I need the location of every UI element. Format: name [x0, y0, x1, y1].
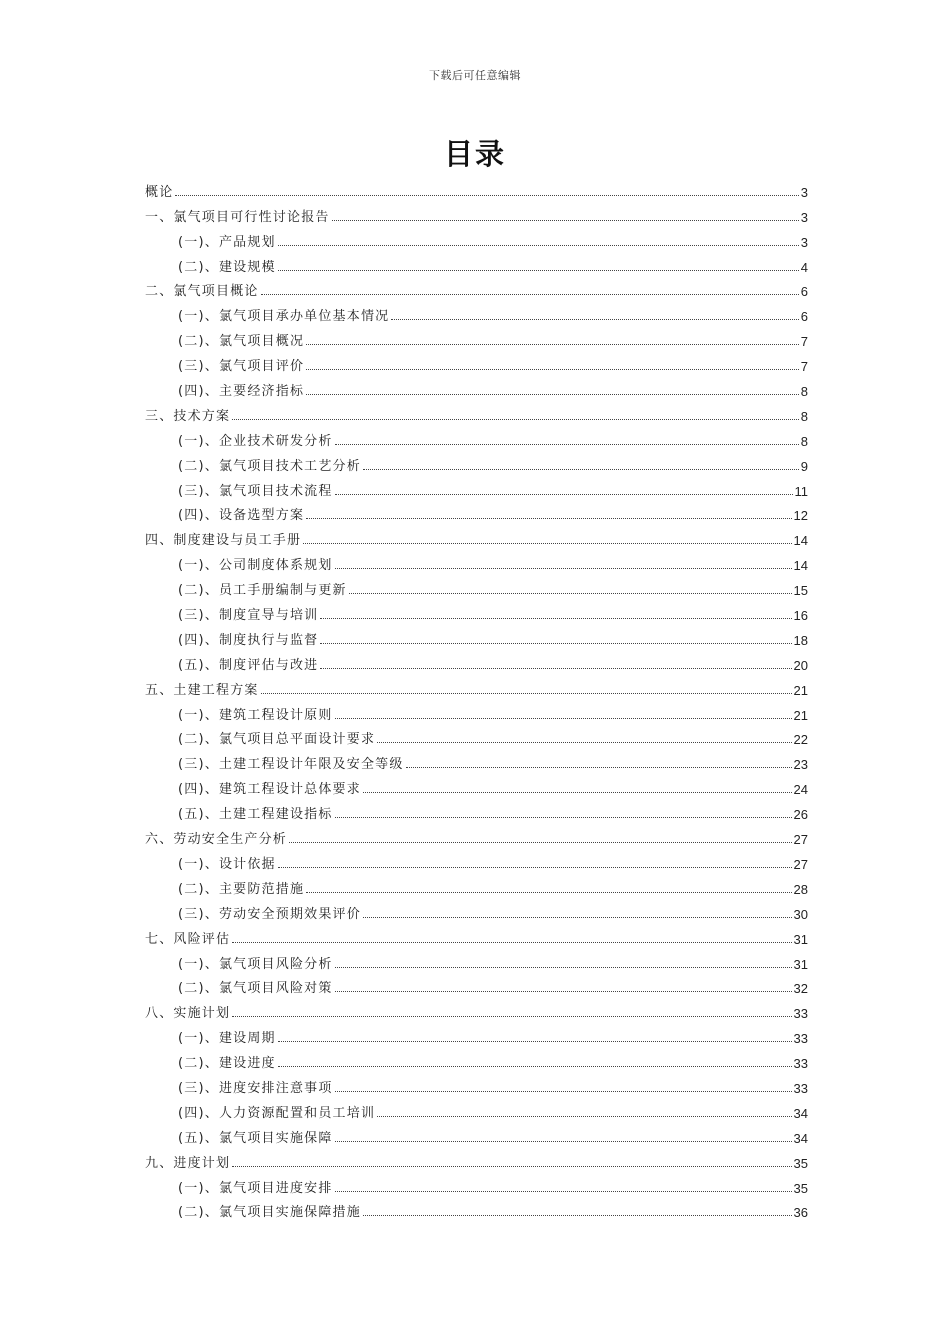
toc-entry[interactable] — [145, 275, 808, 300]
toc-entry-text: (一)、建设周期 — [178, 1031, 276, 1047]
toc-entry[interactable] — [145, 1096, 808, 1121]
toc-entry-text: (三)、制度宣导与培训 — [178, 608, 319, 624]
toc-entry-text: (四)、设备选型方案 — [178, 508, 305, 524]
toc-entry-page: 8 — [800, 384, 808, 400]
toc-entry-page: 20 — [793, 657, 808, 673]
toc-dot-leader — [335, 567, 792, 569]
toc-dot-leader — [391, 318, 798, 320]
toc-entry-text: (一)、氯气项目风险分析 — [178, 956, 333, 972]
toc-entry-page: 3 — [800, 209, 808, 225]
toc-entry-text: (二)、员工手册编制与更新 — [178, 583, 347, 599]
toc-entry[interactable] — [145, 250, 808, 275]
toc-entry-page: 33 — [793, 1080, 808, 1096]
toc-entry-text: (一)、建筑工程设计原则 — [178, 707, 333, 723]
toc-dot-leader — [363, 916, 792, 918]
toc-dot-leader — [363, 468, 799, 470]
toc-entry-page: 23 — [793, 757, 808, 773]
toc-entry[interactable] — [145, 772, 808, 797]
toc-entry-text: (三)、氯气项目评价 — [178, 359, 305, 375]
toc-entry-page: 14 — [793, 558, 808, 574]
toc-entry[interactable] — [145, 1071, 808, 1096]
toc-entry-text: 四、制度建设与员工手册 — [145, 533, 302, 549]
toc-entry[interactable] — [145, 972, 808, 997]
toc-entry-page: 4 — [800, 259, 808, 275]
toc-entry-text: (三)、土建工程设计年限及安全等级 — [178, 757, 404, 773]
toc-entry-page: 22 — [793, 732, 808, 748]
toc-entry[interactable] — [145, 598, 808, 623]
toc-dot-leader — [232, 418, 799, 420]
toc-dot-leader — [332, 219, 799, 221]
toc-entry[interactable] — [145, 1171, 808, 1196]
toc-entry[interactable] — [145, 349, 808, 374]
toc-dot-leader — [335, 966, 792, 968]
toc-entry-text: (一)、氯气项目承办单位基本情况 — [178, 309, 390, 325]
toc-entry-text: (二)、氯气项目总平面设计要求 — [178, 732, 376, 748]
toc-entry-text: (四)、人力资源配置和员工培训 — [178, 1105, 376, 1121]
toc-dot-leader — [261, 692, 792, 694]
toc-dot-leader — [232, 941, 791, 943]
toc-dot-leader — [278, 269, 799, 271]
toc-dot-leader — [377, 741, 791, 743]
toc-entry[interactable] — [145, 648, 808, 673]
toc-entry-text: (五)、制度评估与改进 — [178, 657, 319, 673]
toc-dot-leader — [232, 1165, 791, 1167]
toc-entry-page: 3 — [800, 184, 808, 200]
toc-entry-text: 一、氯气项目可行性讨论报告 — [145, 209, 330, 225]
toc-entry-text: (四)、建筑工程设计总体要求 — [178, 782, 361, 798]
toc-dot-leader — [320, 642, 791, 644]
toc-entry-text: (二)、建设规模 — [178, 259, 276, 275]
toc-entry-page: 24 — [793, 782, 808, 798]
toc-entry[interactable] — [145, 872, 808, 897]
toc-entry-text: 八、实施计划 — [145, 1006, 231, 1022]
toc-entry[interactable] — [145, 573, 808, 598]
toc-entry[interactable] — [145, 698, 808, 723]
toc-dot-leader — [335, 816, 792, 818]
toc-entry-page: 11 — [794, 483, 808, 499]
toc-entry-text: (一)、氯气项目进度安排 — [178, 1180, 333, 1196]
toc-dot-leader — [335, 1190, 792, 1192]
toc-entry-text: (一)、公司制度体系规划 — [178, 558, 333, 574]
toc-dot-leader — [335, 717, 792, 719]
toc-entry[interactable] — [145, 673, 808, 698]
toc-entry-page: 27 — [793, 832, 808, 848]
toc-entry-text: (一)、企业技术研发分析 — [178, 433, 333, 449]
toc-entry-page: 6 — [800, 309, 808, 325]
toc-entry-page: 8 — [800, 433, 808, 449]
toc-entry-page: 33 — [793, 1006, 808, 1022]
toc-entry[interactable] — [145, 324, 808, 349]
toc-entry-page: 21 — [793, 707, 808, 723]
toc-entry-page: 7 — [800, 334, 808, 350]
toc-entry-page: 31 — [793, 931, 808, 947]
toc-entry[interactable] — [145, 175, 808, 200]
toc-entry-text: 九、进度计划 — [145, 1155, 231, 1171]
toc-entry-page: 6 — [800, 284, 808, 300]
toc-entry[interactable] — [145, 449, 808, 474]
toc-dot-leader — [278, 1065, 792, 1067]
toc-entry-page: 31 — [793, 956, 808, 972]
toc-entry-text: (一)、产品规划 — [178, 234, 276, 250]
toc-entry-text: 概论 — [145, 184, 174, 200]
toc-entry-text: (四)、制度执行与监督 — [178, 632, 319, 648]
toc-entry[interactable] — [145, 548, 808, 573]
toc-dot-leader — [303, 542, 791, 544]
toc-entry-page: 3 — [800, 234, 808, 250]
toc-dot-leader — [335, 1140, 792, 1142]
toc-entry-page: 26 — [793, 807, 808, 823]
toc-dot-leader — [306, 891, 791, 893]
toc-entry-page: 35 — [793, 1180, 808, 1196]
toc-dot-leader — [289, 841, 792, 843]
toc-entry[interactable] — [145, 847, 808, 872]
toc-entry[interactable] — [145, 1021, 808, 1046]
toc-entry[interactable] — [145, 299, 808, 324]
toc-entry[interactable] — [145, 424, 808, 449]
toc-entry-text: (四)、主要经济指标 — [178, 384, 305, 400]
toc-entry-page: 32 — [793, 981, 808, 997]
toc-dot-leader — [278, 1040, 792, 1042]
toc-entry-text: (五)、土建工程建设指标 — [178, 807, 333, 823]
toc-entry-page: 18 — [793, 632, 808, 648]
toc-entry-text: (二)、氯气项目技术工艺分析 — [178, 458, 361, 474]
toc-entry-page: 27 — [793, 856, 808, 872]
toc-entry-page: 7 — [800, 359, 808, 375]
toc-entry[interactable] — [145, 399, 808, 424]
toc-dot-leader — [406, 766, 792, 768]
toc-entry-page: 16 — [793, 608, 808, 624]
toc-entry[interactable] — [145, 200, 808, 225]
toc-dot-leader — [335, 493, 793, 495]
toc-dot-leader — [335, 1090, 792, 1092]
toc-dot-leader — [306, 343, 799, 345]
toc-entry-text: (二)、氯气项目概况 — [178, 334, 305, 350]
toc-entry-text: (二)、氯气项目风险对策 — [178, 981, 333, 997]
toc-dot-leader — [363, 1214, 792, 1216]
toc-entry-page: 8 — [800, 408, 808, 424]
toc-entry[interactable] — [145, 523, 808, 548]
toc-entry-text: (一)、设计依据 — [178, 856, 276, 872]
toc-entry-text: (三)、劳动安全预期效果评价 — [178, 906, 361, 922]
toc-entry[interactable] — [145, 922, 808, 947]
toc-entry-page: 33 — [793, 1031, 808, 1047]
toc-entry-text: 五、土建工程方案 — [145, 682, 259, 698]
toc-entry-text: (二)、氯气项目实施保障措施 — [178, 1205, 361, 1221]
header-note: 下载后可任意编辑 — [429, 69, 521, 82]
toc-entry-page: 34 — [793, 1105, 808, 1121]
toc-dot-leader — [232, 1015, 791, 1017]
toc-entry[interactable] — [145, 996, 808, 1021]
toc-dot-leader — [261, 293, 799, 295]
toc-dot-leader — [278, 866, 792, 868]
toc-entry[interactable] — [145, 1121, 808, 1146]
toc-entry[interactable] — [145, 822, 808, 847]
toc-dot-leader — [335, 443, 799, 445]
toc-dot-leader — [306, 393, 799, 395]
toc-entry[interactable] — [145, 225, 808, 250]
toc-entry-page: 34 — [793, 1130, 808, 1146]
toc-entry-text: 七、风险评估 — [145, 931, 231, 947]
toc-entry-text: 三、技术方案 — [145, 408, 231, 424]
toc-entry-page: 14 — [793, 533, 808, 549]
toc-dot-leader — [349, 592, 792, 594]
toc-entry-page: 9 — [800, 458, 808, 474]
toc-entry-page: 35 — [793, 1155, 808, 1171]
toc-entry[interactable] — [145, 723, 808, 748]
toc-entry-text: (三)、氯气项目技术流程 — [178, 483, 333, 499]
toc-dot-leader — [278, 244, 799, 246]
toc-entry-page: 36 — [793, 1205, 808, 1221]
toc-dot-leader — [377, 1115, 791, 1117]
toc-entry[interactable] — [145, 499, 808, 524]
toc-dot-leader — [363, 791, 792, 793]
toc-entry-text: (二)、建设进度 — [178, 1056, 276, 1072]
toc-entry-text: (二)、主要防范措施 — [178, 881, 305, 897]
toc-entry[interactable] — [145, 374, 808, 399]
toc-dot-leader — [320, 667, 791, 669]
toc-dot-leader — [175, 194, 798, 196]
toc-entry[interactable] — [145, 897, 808, 922]
toc-entry-page: 30 — [793, 906, 808, 922]
toc-dot-leader — [306, 517, 791, 519]
toc-entry[interactable] — [145, 1146, 808, 1171]
toc-entry[interactable] — [145, 474, 808, 499]
toc-dot-leader — [306, 368, 799, 370]
toc-entry[interactable] — [145, 623, 808, 648]
toc-entry[interactable] — [145, 1046, 808, 1071]
toc-entry[interactable] — [145, 747, 808, 772]
toc-dot-leader — [320, 617, 791, 619]
page-title: 目录 — [443, 137, 506, 171]
toc-entry-page: 33 — [793, 1056, 808, 1072]
toc-entry[interactable] — [145, 947, 808, 972]
toc-entry-page: 21 — [793, 682, 808, 698]
toc-entry-page: 28 — [793, 881, 808, 897]
toc-entry[interactable] — [145, 797, 808, 822]
toc-entry-text: (五)、氯气项目实施保障 — [178, 1130, 333, 1146]
toc-entry-page: 12 — [793, 508, 808, 524]
toc-entry-text: 二、氯气项目概论 — [145, 284, 259, 300]
toc-dot-leader — [335, 990, 792, 992]
table-of-contents — [145, 175, 808, 1220]
toc-entry-text: (三)、进度安排注意事项 — [178, 1080, 333, 1096]
toc-entry[interactable] — [145, 1196, 808, 1221]
toc-entry-text: 六、劳动安全生产分析 — [145, 832, 288, 848]
toc-entry-page: 15 — [793, 583, 808, 599]
